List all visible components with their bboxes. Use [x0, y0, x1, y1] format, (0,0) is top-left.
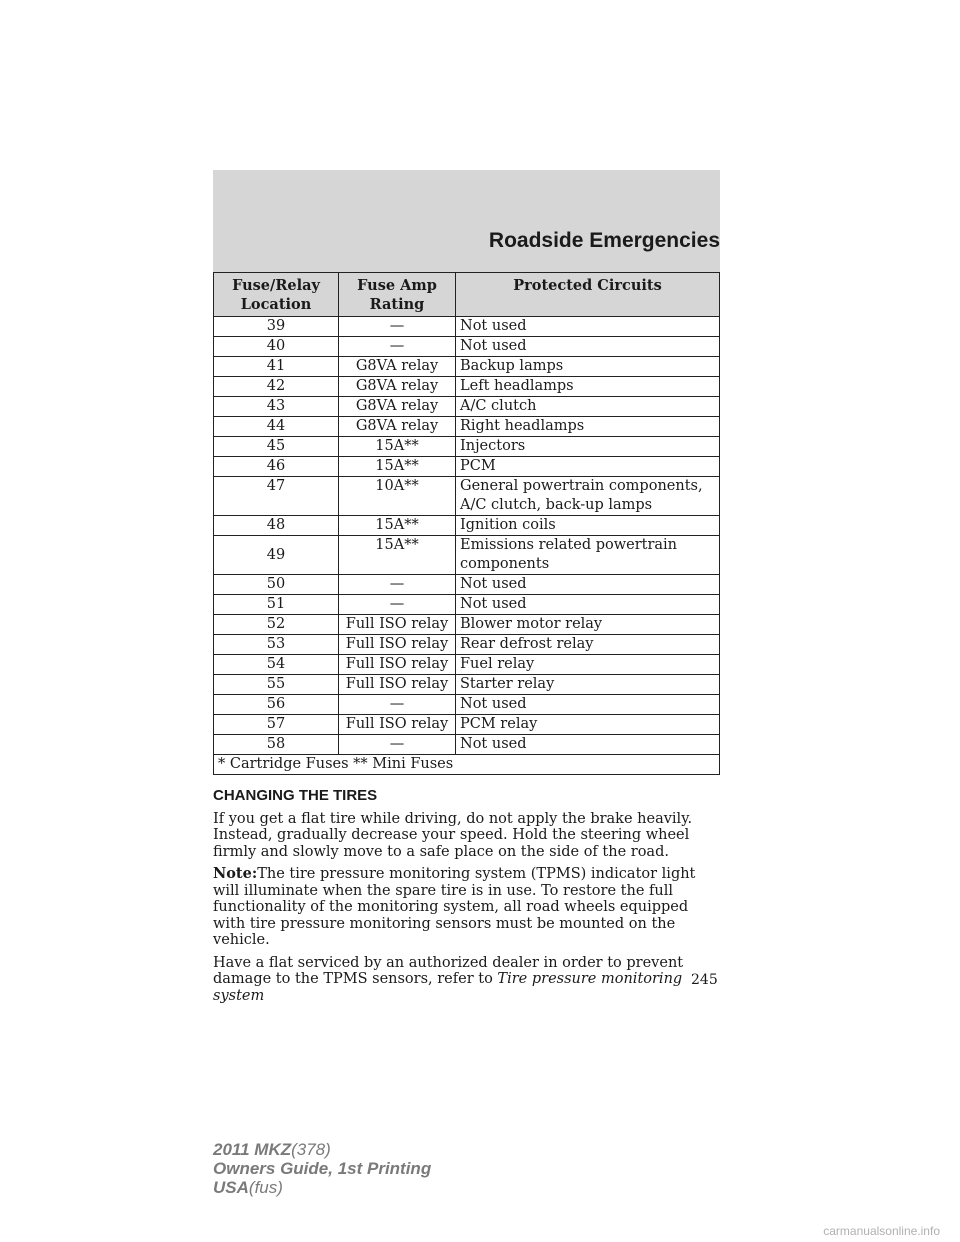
cell-amp-rating: Full ISO relay	[339, 675, 456, 695]
cell-protected-circuits	[456, 377, 720, 397]
circuit-line: Not used	[460, 576, 527, 592]
table-row	[214, 575, 720, 595]
cell-protected-circuits	[456, 635, 720, 655]
cell-protected-circuits	[456, 457, 720, 477]
cell-location: 45	[214, 437, 339, 457]
paragraph-note	[213, 866, 720, 949]
circuit-line: PCM relay	[460, 716, 538, 732]
circuit-line: Backup lamps	[460, 358, 564, 374]
tpms-reference: Tire pressure monitoring system	[213, 971, 683, 1004]
cell-location: 49	[214, 536, 339, 575]
cell-protected-circuits	[456, 595, 720, 615]
cell-amp-rating: G8VA relay	[339, 417, 456, 437]
cell-location: 42	[214, 377, 339, 397]
circuit-line: Not used	[460, 318, 527, 334]
circuit-line: Left headlamps	[460, 378, 574, 394]
cell-location: 56	[214, 695, 339, 715]
service-text: Have a flat serviced by an authorized dealer in order to prevent damage to the TPMS sensors, refer to	[213, 954, 684, 987]
cell-location: 48	[214, 516, 339, 536]
cell-protected-circuits	[456, 615, 720, 635]
cell-protected-circuits	[456, 536, 720, 575]
table-row	[214, 655, 720, 675]
note-text: The tire pressure monitoring system (TPMS) indicator light will illuminate when the spare tire is in use. To restore the full functionality of the monitoring system, all road wheels equipped with tire pressure monitoring sensors must be mounted on the vehicle.	[213, 866, 696, 948]
circuit-line: Starter relay	[460, 676, 555, 692]
table-row	[214, 397, 720, 417]
cell-amp-rating: 15A**	[339, 536, 456, 575]
circuit-line: Emissions related powertrain	[460, 537, 678, 553]
table-row	[214, 635, 720, 655]
footer-model: 2011 MKZ	[213, 1140, 292, 1159]
fuse-table-body	[214, 317, 720, 775]
cell-amp-rating: —	[339, 337, 456, 357]
cell-location: 46	[214, 457, 339, 477]
cell-protected-circuits	[456, 655, 720, 675]
cell-amp-rating: —	[339, 575, 456, 595]
cell-location: 47	[214, 477, 339, 516]
cell-protected-circuits	[456, 477, 720, 516]
table-row	[214, 735, 720, 755]
cell-protected-circuits	[456, 575, 720, 595]
circuit-line: Fuel relay	[460, 656, 535, 672]
table-row	[214, 417, 720, 437]
cell-amp-rating: —	[339, 695, 456, 715]
cell-location: 58	[214, 735, 339, 755]
footer-market: USA	[213, 1178, 249, 1197]
section-header-band	[213, 170, 720, 282]
footer-model-code: (378)	[291, 1140, 331, 1159]
cell-location: 54	[214, 655, 339, 675]
circuit-line: Rear defrost relay	[460, 636, 594, 652]
table-footnote: * Cartridge Fuses ** Mini Fuses	[214, 755, 720, 775]
table-row	[214, 457, 720, 477]
table-row	[214, 715, 720, 735]
cell-protected-circuits	[456, 735, 720, 755]
changing-tires-section	[213, 788, 720, 1010]
header-amp-rating: Fuse Amp Rating	[339, 273, 456, 317]
table-row	[214, 675, 720, 695]
circuit-line: Injectors	[460, 438, 526, 454]
cell-amp-rating: —	[339, 317, 456, 337]
print-footer	[213, 1140, 431, 1197]
cell-amp-rating: Full ISO relay	[339, 715, 456, 735]
header-location: Fuse/Relay Location	[214, 273, 339, 317]
cell-protected-circuits	[456, 317, 720, 337]
cell-amp-rating: —	[339, 595, 456, 615]
footer-market-code: (fus)	[248, 1178, 283, 1197]
circuit-line: Not used	[460, 696, 527, 712]
paragraph-service	[213, 955, 720, 1005]
cell-location: 52	[214, 615, 339, 635]
watermark: carmanualsonline.info	[823, 1224, 940, 1238]
cell-protected-circuits	[456, 397, 720, 417]
circuit-line: Blower motor relay	[460, 616, 603, 632]
section-title: Roadside Emergencies	[488, 229, 720, 252]
cell-location: 50	[214, 575, 339, 595]
cell-amp-rating: Full ISO relay	[339, 655, 456, 675]
table-row	[214, 477, 720, 516]
cell-amp-rating: 10A**	[339, 477, 456, 516]
cell-protected-circuits	[456, 337, 720, 357]
cell-location: 57	[214, 715, 339, 735]
circuit-line: General powertrain components,	[460, 478, 703, 494]
table-row	[214, 516, 720, 536]
cell-amp-rating: —	[339, 735, 456, 755]
table-row	[214, 317, 720, 337]
cell-amp-rating: G8VA relay	[339, 397, 456, 417]
circuit-line: PCM	[460, 458, 496, 474]
table-footnote-row	[214, 755, 720, 775]
cell-location: 51	[214, 595, 339, 615]
cell-amp-rating: 15A**	[339, 457, 456, 477]
circuit-line: Ignition coils	[460, 517, 556, 533]
circuit-line: Not used	[460, 338, 527, 354]
table-row	[214, 695, 720, 715]
table-header-row	[214, 273, 720, 317]
circuit-line: Not used	[460, 596, 527, 612]
table-row	[214, 377, 720, 397]
circuit-line: Not used	[460, 736, 527, 752]
table-row	[214, 357, 720, 377]
circuit-line: components	[460, 556, 550, 572]
circuit-line: A/C clutch, back-up lamps	[460, 497, 653, 513]
cell-protected-circuits	[456, 715, 720, 735]
cell-location: 43	[214, 397, 339, 417]
footer-line-3	[213, 1178, 431, 1197]
note-label: Note:	[213, 865, 258, 882]
cell-protected-circuits	[456, 695, 720, 715]
table-row	[214, 337, 720, 357]
cell-protected-circuits	[456, 357, 720, 377]
paragraph-flat-tire: If you get a flat tire while driving, do not apply the brake heavily. Instead, gradually decrease your speed. Hold the steering wheel firmly and slowly move to a safe place on the side of the road.	[213, 810, 693, 860]
cell-location: 41	[214, 357, 339, 377]
cell-location: 55	[214, 675, 339, 695]
cell-protected-circuits	[456, 437, 720, 457]
circuit-line: A/C clutch	[460, 398, 537, 414]
page-number: 245	[691, 972, 718, 988]
cell-protected-circuits	[456, 417, 720, 437]
cell-amp-rating: G8VA relay	[339, 377, 456, 397]
fuse-table	[213, 272, 720, 775]
cell-amp-rating: 15A**	[339, 516, 456, 536]
cell-amp-rating: Full ISO relay	[339, 615, 456, 635]
section-heading: CHANGING THE TIRES	[213, 787, 378, 804]
table-row	[214, 536, 720, 575]
table-row	[214, 615, 720, 635]
cell-location: 39	[214, 317, 339, 337]
cell-amp-rating: 15A**	[339, 437, 456, 457]
footer-line-1	[213, 1140, 431, 1159]
cell-protected-circuits	[456, 675, 720, 695]
cell-amp-rating: G8VA relay	[339, 357, 456, 377]
cell-location: 44	[214, 417, 339, 437]
table-row	[214, 595, 720, 615]
header-protected-circuits: Protected Circuits	[456, 273, 720, 317]
cell-protected-circuits	[456, 516, 720, 536]
cell-location: 40	[214, 337, 339, 357]
circuit-line: Right headlamps	[460, 418, 585, 434]
cell-location: 53	[214, 635, 339, 655]
footer-line-2: Owners Guide, 1st Printing	[213, 1159, 432, 1178]
table-row	[214, 437, 720, 457]
cell-amp-rating: Full ISO relay	[339, 635, 456, 655]
